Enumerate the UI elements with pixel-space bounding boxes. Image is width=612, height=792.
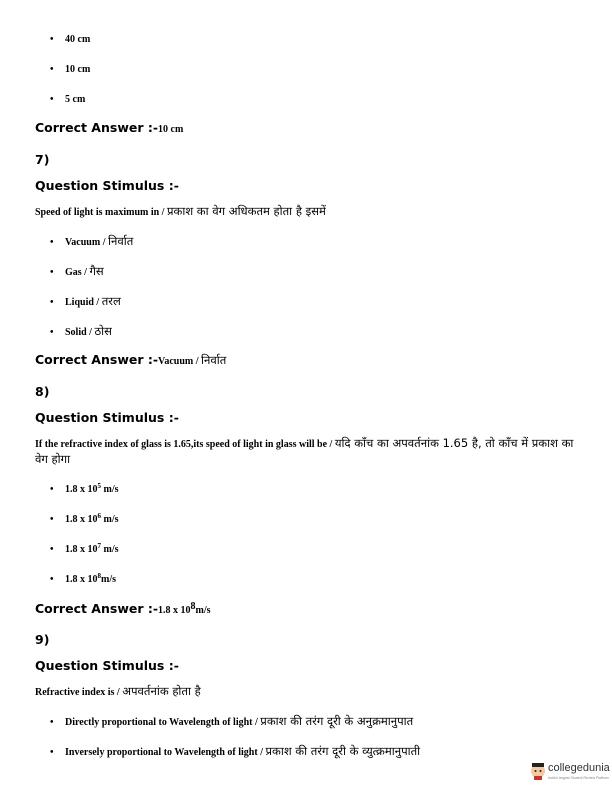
q9-option-2: • Inversely proportional to Wavelength of light / प्रकाश की तरंग दूरी के व्युत्क्रमानुपाती [50,744,421,758]
q6-correct-answer: Correct Answer :-10 cm [35,120,184,135]
q8-question-text: If the refractive index of glass is 1.65,its speed of light in glass will be / यदि काँच का अपवर्तनांक 1.65 है, तो काँच में प्रकाश का वेग होगा [35,436,574,466]
logo-tagline: India's largest Student Review Platform [548,776,609,780]
logo-brand-text: collegedunia [548,762,610,774]
q8-option-1: • 1.8 x $10^5$ m/s [50,482,119,495]
q9-number: 9) [35,632,50,647]
q7-option-1: • Vacuum / निर्वात [50,234,134,248]
q8-option-2: • 1.8 x $10^6$ m/s [50,512,119,525]
q9-question-text: Refractive index is / अपवर्तनांक होता है [35,684,201,698]
q9-stimulus-label: Question Stimulus :- [35,658,179,673]
q7-option-4: • Solid / ठोस [50,324,112,338]
q6-option-1: • 40 cm [50,34,91,45]
q7-option-3: • Liquid / तरल [50,294,121,308]
q7-question-text: Speed of light is maximum in / प्रकाश का वेग अधिकतम होता है इसमें [35,204,326,218]
q7-stimulus-label: Question Stimulus :- [35,178,179,193]
mascot-icon [530,762,546,780]
q8-correct-answer: Correct Answer :-1.8 x $10^8m/s$ [35,601,211,616]
q7-correct-answer: Correct Answer :-Vacuum / निर्वात [35,352,227,367]
q8-number: 8) [35,384,50,399]
q8-stimulus-label: Question Stimulus :- [35,410,179,425]
q7-number: 7) [35,152,50,167]
q8-option-4: • 1.8 x $10^8m/s$ [50,572,116,585]
collegedunia-logo [530,760,610,788]
q6-option-3: • 5 cm [50,94,86,105]
q7-option-2: • Gas / गैस [50,264,104,278]
q8-option-3: • 1.8 x $10^7$ m/s [50,542,119,555]
q6-option-2: • 10 cm [50,64,91,75]
q9-option-1: • Directly proportional to Wavelength of light / प्रकाश की तरंग दूरी के अनुक्रमानुपात [50,714,414,728]
